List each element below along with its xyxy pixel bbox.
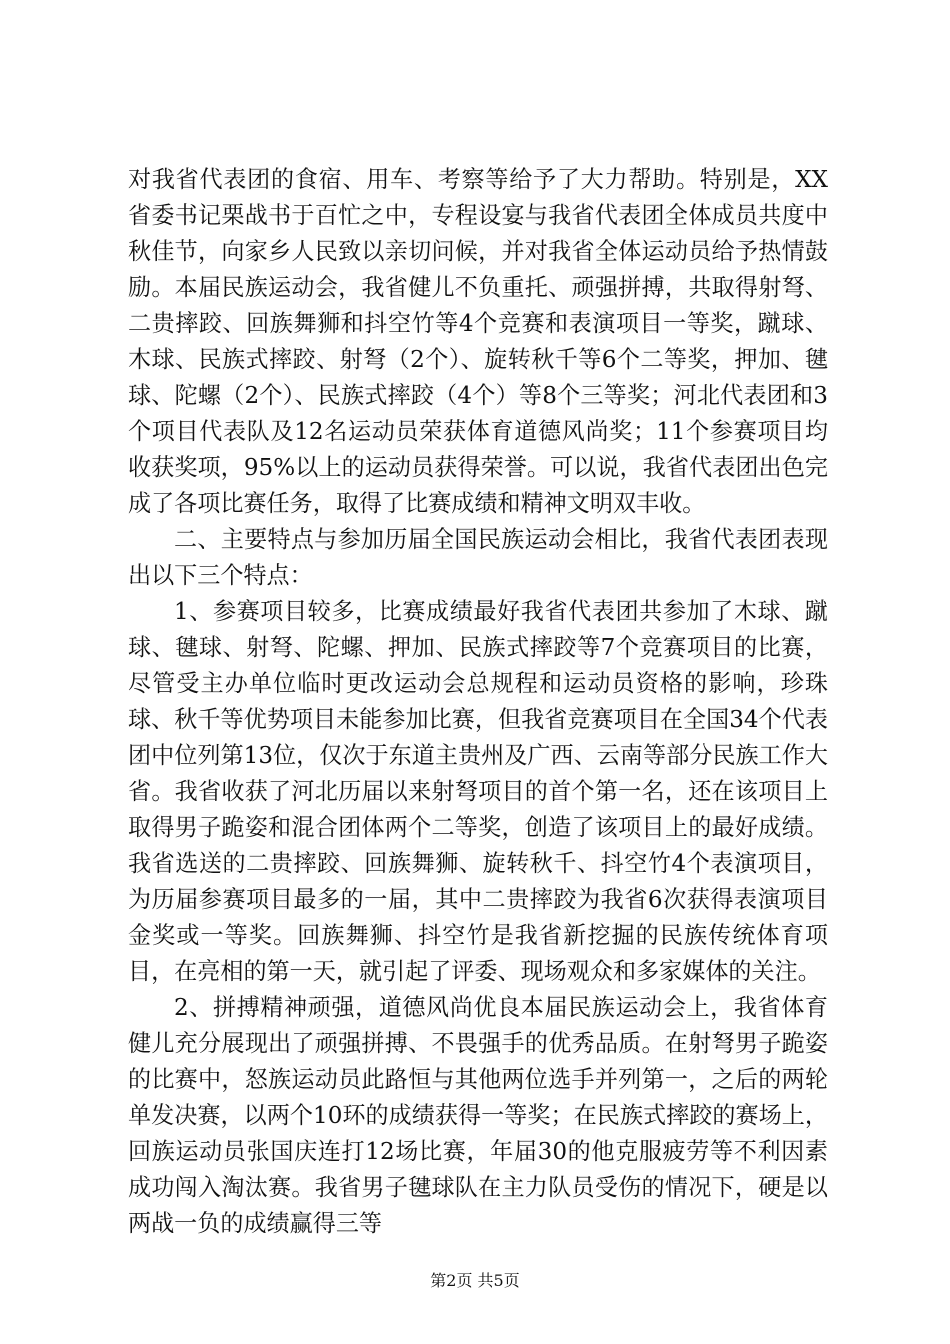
document-body [128, 162, 828, 1242]
paragraph-section-heading: 二、主要特点与参加历届全国民族运动会相比，我省代表团表现出以下三个特点： [128, 527, 828, 589]
paragraph-continued: 对我省代表团的食宿、用车、考察等给予了大力帮助。特别是，XX省委书记栗战书于百忙之中，专程设宴与我省代表团全体成员共度中秋佳节，向家乡人民致以亲切问候，并对我省全体运动员给予热情鼓励。本届民族运动会，我省健儿不负重托、顽强拼搏，共取得射弩、二贵摔跤、回族舞狮和抖空竹等4个竞赛和表演项目一等奖，蹴球、木球、民族式摔跤、射弩（2个）、旋转秋千等6个二等奖，押加、毽球、陀螺（2个）、民族式摔跤（4个）等8个三等奖；河北代表团和3个项目代表队及12名运动员荣获体育道德风尚奖；11个参赛项目均收获奖项，95%以上的运动员获得荣誉。可以说，我省代表团出色完成了各项比赛任务，取得了比赛成绩和精神文明双丰收。 [128, 167, 828, 517]
page-footer: 第2页 共5页 [430, 1271, 520, 1290]
paragraph-point-2: 2、拼搏精神顽强，道德风尚优良本届民族运动会上，我省体育健儿充分展现出了顽强拼搏、不畏强手的优秀品质。在射弩男子跪姿的比赛中，怒族运动员此路恒与其他两位选手并列第一，之后的两轮单发决赛，以两个10环的成绩获得一等奖；在民族式摔跤的赛场上，回族运动员张国庆连打12场比赛，年届30的他克服疲劳等不利因素成功闯入淘汰赛。我省男子毽球队在主力队员受伤的情况下，硬是以两战一负的成绩赢得三等 [128, 995, 828, 1237]
paragraph-point-1: 1、参赛项目较多，比赛成绩最好我省代表团共参加了木球、蹴球、毽球、射弩、陀螺、押加、民族式摔跤等7个竞赛项目的比赛，尽管受主办单位临时更改运动会总规程和运动员资格的影响，珍珠球、秋千等优势项目未能参加比赛，但我省竞赛项目在全国34个代表团中位列第13位，仅次于东道主贵州及广西、云南等部分民族工作大省。我省收获了河北历届以来射弩项目的首个第一名，还在该项目上取得男子跪姿和混合团体两个二等奖，创造了该项目上的最好成绩。我省选送的二贵摔跤、回族舞狮、旋转秋千、抖空竹4个表演项目，为历届参赛项目最多的一届，其中二贵摔跤为我省6次获得表演项目金奖或一等奖。回族舞狮、抖空竹是我省新挖掘的民族传统体育项目，在亮相的第一天，就引起了评委、现场观众和多家媒体的关注。 [128, 599, 828, 985]
